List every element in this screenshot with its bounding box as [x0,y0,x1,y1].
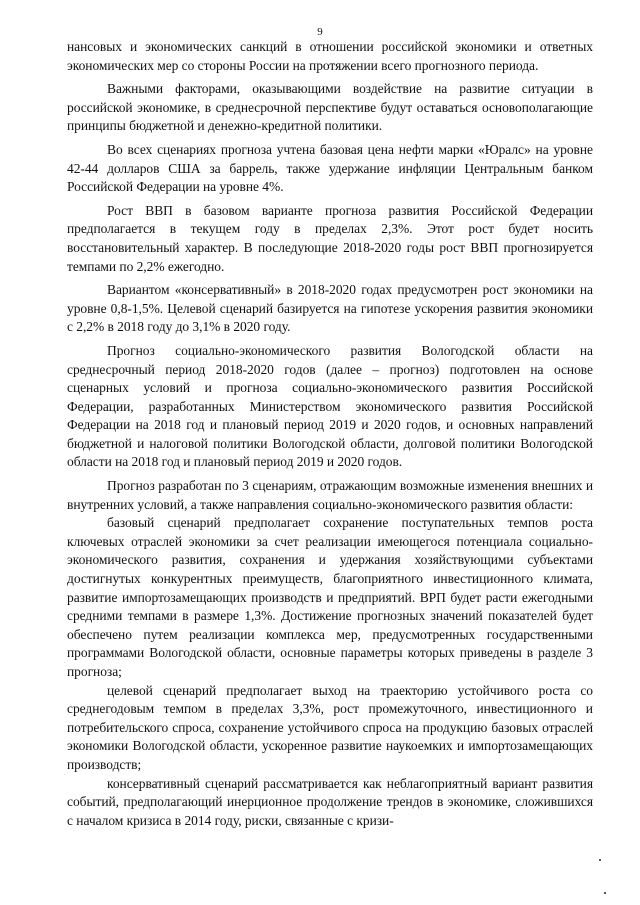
paragraph-5: Вариантом «консервативный» в 2018-2020 годах предусмотрен рост экономики на уровне 0,8-1,5%. Целевой сценарий базируется на гипотезе ускорения развития экономики с 2,2% в 2018 году до 3,1% в 2020 году. [67,282,593,335]
body-text [67,38,593,830]
paragraph-1: нансовых и экономических санкций в отношении российской экономики и ответных экономических мер со стороны России на протяжении всего прогнозного периода. [67,39,593,73]
scenario-conservative: консервативный сценарий рассматривается как неблагоприятный вариант развития событий, предполагающий инерционное продолжение трендов в экономике, сложившихся с началом кризиса в 2014 году, риски, связанные с кризи- [67,775,593,828]
scenario-target: целевой сценарий предполагает выход на траекторию устойчивого роста со среднегодовым темпом в пределах 3,3%, рост промежуточного, инвестиционного и потребительского спроса, сохранение устойчивого спроса на продукцию базовых отраслей экономики Вологодской области, ускоренное развитие наукоемких и импортозамещающих производств; [67,682,593,772]
scan-speck [604,892,606,894]
paragraph-4: Рост ВВП в базовом варианте прогноза развития Российской Федерации предполагается в текущем году в пределах 2,3%. Этот рост будет носить восстановительный характер. В последующие 2018-2020 годы рост ВВП прогнозируется темпами по 2,2% ежегодно. [67,202,593,274]
page-number: 9 [317,26,323,38]
paragraph-3: Во всех сценариях прогноза учтена базовая цена нефти марки «Юралс» на уровне 42-44 долларов США за баррель, также удержание инфляции Центральным банком Российской Федерации на уровне 4%. [67,141,593,195]
paragraph-2: Важными факторами, оказывающими воздействие на развитие ситуации в российской экономике, в среднесрочной перспективе будут оставаться основополагающие принципы бюджетной и денежно-кредитной политики. [67,81,593,134]
paragraph-7: Прогноз разработан по 3 сценариям, отражающим возможные изменения внешних и внутренних условий, а также направления социально-экономического развития области: [67,478,593,512]
paragraph-6: Прогноз социально-экономического развития Вологодской области на среднесрочный период 2018-2020 годов (далее – прогноз) подготовлен на основе сценарных условий и прогноза социально-экономического развития Российской Федерации, разработанных Министерством экономического развития Российской Федерации на 2018 год и плановый период 2019 и 2020 годов, и основных направлений бюджетной и налоговой политики Вологодской области, долговой политики Вологодской области на 2018 год и плановый период 2019 и 2020 годов. [67,342,593,470]
scan-speck [599,859,601,861]
scenario-base: базовый сценарий предполагает сохранение поступательных темпов роста ключевых отраслей экономики за счет реализации имеющегося потенциала социально-экономического развития, сохранения и удержания хозяйствующими субъектами достигнутых конкурентных преимуществ, благоприятного инвестиционного климата, развитие импортозамещающих производств и предприятий. ВРП будет расти ежегодными средними темпами в размере 1,3%. Достижение прогнозных значений показателей будет обеспечено путем реализации комплекса мер, предусмотренных государственными программами Вологодской области, основные параметры которых приведены в разделе 3 прогноза; [67,515,593,679]
